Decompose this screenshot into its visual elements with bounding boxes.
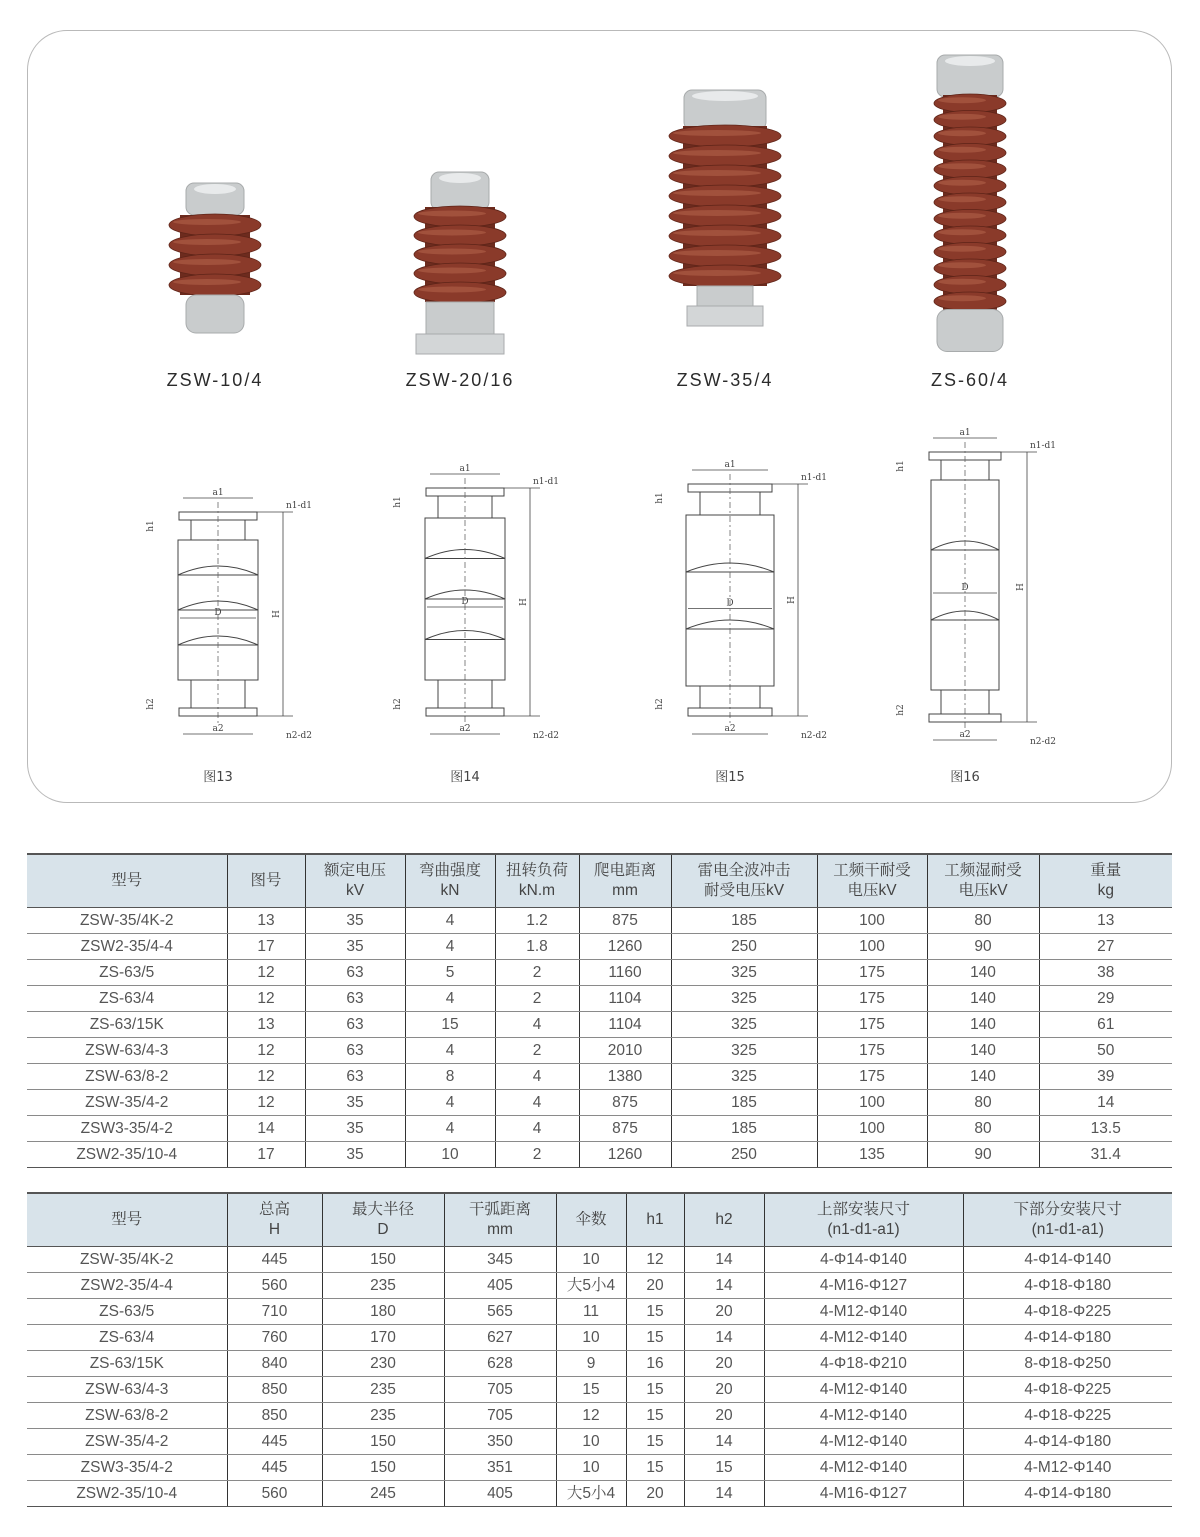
table-row [27, 908, 1172, 934]
table-cell: 29 [1039, 986, 1172, 1012]
table-cell: 12 [556, 1403, 626, 1429]
table-row [27, 1299, 1172, 1325]
table-cell: 4 [405, 1116, 495, 1142]
table-cell: 628 [444, 1351, 556, 1377]
table-cell: 135 [817, 1142, 927, 1168]
table-cell: 140 [927, 1064, 1039, 1090]
table-cell: 1260 [579, 1142, 671, 1168]
table-cell: 11 [556, 1299, 626, 1325]
table-cell: 250 [671, 1142, 817, 1168]
table-cell: 627 [444, 1325, 556, 1351]
table-cell: 63 [305, 960, 405, 986]
product-model-label: ZSW-35/4 [676, 370, 774, 390]
table-cell: 63 [305, 1012, 405, 1038]
table-cell: 4 [405, 986, 495, 1012]
table-cell: 20 [626, 1481, 684, 1507]
table-cell: 405 [444, 1481, 556, 1507]
dim-n1-d1: n1-d1 [800, 473, 828, 483]
table-cell: 5 [405, 960, 495, 986]
table-row [27, 1247, 1172, 1273]
table-cell: 12 [227, 960, 305, 986]
table-row [27, 1012, 1172, 1038]
table-cell: 15 [684, 1455, 764, 1481]
figure-caption: 图13 [203, 770, 233, 785]
table-row [27, 1273, 1172, 1299]
table-cell: 325 [671, 986, 817, 1012]
dim-H: H [1016, 583, 1026, 591]
table-cell: 61 [1039, 1012, 1172, 1038]
table-cell: 100 [817, 908, 927, 934]
table-cell: ZS-63/4 [27, 1325, 227, 1351]
table-cell: 4-M12-Φ140 [764, 1403, 963, 1429]
product-model-label: ZSW-20/16 [405, 370, 515, 390]
table-cell: 1.8 [495, 934, 579, 960]
table-cell: 12 [227, 1038, 305, 1064]
table-cell: 175 [817, 1064, 927, 1090]
dim-D: D [961, 583, 969, 593]
table-cell: ZSW3-35/4-2 [27, 1455, 227, 1481]
table-cell: 4-M12-Φ140 [963, 1455, 1172, 1481]
table-cell: 20 [684, 1299, 764, 1325]
table-cell: 15 [556, 1377, 626, 1403]
table-cell: 63 [305, 1038, 405, 1064]
table-row [27, 1116, 1172, 1142]
column-header: h2 [684, 1193, 764, 1247]
table-cell: 185 [671, 908, 817, 934]
dim-h2: h2 [896, 704, 906, 716]
table-cell: 14 [684, 1273, 764, 1299]
table-cell: 15 [626, 1403, 684, 1429]
product-model-label: ZSW-10/4 [166, 370, 264, 390]
column-header: 工频湿耐受 电压kV [927, 854, 1039, 908]
table-cell: 2 [495, 960, 579, 986]
table-cell: 15 [626, 1429, 684, 1455]
dim-D: D [214, 608, 222, 618]
table-cell: 445 [227, 1247, 322, 1273]
table-cell: 14 [227, 1116, 305, 1142]
table-cell: 445 [227, 1429, 322, 1455]
table-cell: 150 [322, 1429, 444, 1455]
table-cell: 4-Φ14-Φ140 [963, 1247, 1172, 1273]
table-cell: 80 [927, 1090, 1039, 1116]
table-cell: 850 [227, 1377, 322, 1403]
dim-a1: a1 [212, 488, 224, 498]
table-cell: 705 [444, 1377, 556, 1403]
table-cell: 325 [671, 1064, 817, 1090]
table-cell: 39 [1039, 1064, 1172, 1090]
table-cell: 150 [322, 1455, 444, 1481]
table-cell: 875 [579, 1116, 671, 1142]
table-cell: 13 [1039, 908, 1172, 934]
table-cell: 175 [817, 960, 927, 986]
table-cell: 325 [671, 960, 817, 986]
table-cell: 560 [227, 1481, 322, 1507]
table-cell: 14 [684, 1429, 764, 1455]
table-cell: 4-Φ14-Φ180 [963, 1481, 1172, 1507]
table-cell: 35 [305, 1090, 405, 1116]
table-cell: 90 [927, 934, 1039, 960]
dim-h2: h2 [393, 698, 403, 710]
table-cell: 235 [322, 1403, 444, 1429]
table-row [27, 1142, 1172, 1168]
table-cell: 9 [556, 1351, 626, 1377]
table-cell: 175 [817, 986, 927, 1012]
table-cell: 840 [227, 1351, 322, 1377]
table-cell: 4 [495, 1090, 579, 1116]
table-cell: 140 [927, 1038, 1039, 1064]
table-cell: 325 [671, 1012, 817, 1038]
table-cell: 8-Φ18-Φ250 [963, 1351, 1172, 1377]
dim-h1: h1 [896, 460, 906, 472]
dim-H: H [787, 596, 797, 604]
table-cell: 100 [817, 934, 927, 960]
table-cell: 4-M16-Φ127 [764, 1273, 963, 1299]
dim-a2: a2 [959, 730, 971, 740]
column-header: 伞数 [556, 1193, 626, 1247]
dim-h2: h2 [655, 698, 665, 710]
table-cell: 185 [671, 1116, 817, 1142]
dim-n1-d1: n1-d1 [1029, 441, 1057, 451]
table-cell: 14 [684, 1247, 764, 1273]
table-cell: 4 [405, 1090, 495, 1116]
table-cell: 15 [626, 1299, 684, 1325]
table-cell: 27 [1039, 934, 1172, 960]
table-cell: 565 [444, 1299, 556, 1325]
table-row [27, 1351, 1172, 1377]
table-cell: 4 [405, 934, 495, 960]
table-cell: 12 [626, 1247, 684, 1273]
table-cell: 35 [305, 1116, 405, 1142]
table-cell: ZS-63/5 [27, 1299, 227, 1325]
table-cell: 4 [495, 1012, 579, 1038]
table-row [27, 1429, 1172, 1455]
column-header: 下部分安装尺寸 (n1-d1-a1) [963, 1193, 1172, 1247]
table-cell: 17 [227, 1142, 305, 1168]
table-cell: 1380 [579, 1064, 671, 1090]
table-cell: 13.5 [1039, 1116, 1172, 1142]
table-cell: 875 [579, 1090, 671, 1116]
table-cell: 4-Φ14-Φ180 [963, 1429, 1172, 1455]
table-cell: 760 [227, 1325, 322, 1351]
table-cell: 140 [927, 960, 1039, 986]
table-cell: 230 [322, 1351, 444, 1377]
table-cell: 185 [671, 1090, 817, 1116]
table-cell: 560 [227, 1273, 322, 1299]
column-header: 额定电压 kV [305, 854, 405, 908]
table-cell: 12 [227, 986, 305, 1012]
table-cell: ZSW-35/4K-2 [27, 908, 227, 934]
table-cell: 150 [322, 1247, 444, 1273]
table-cell: 250 [671, 934, 817, 960]
table-cell: 80 [927, 908, 1039, 934]
table-cell: 90 [927, 1142, 1039, 1168]
column-header: 型号 [27, 854, 227, 908]
column-header: 弯曲强度 kN [405, 854, 495, 908]
table-row [27, 1455, 1172, 1481]
dim-n2-d2: n2-d2 [532, 731, 560, 741]
figure-caption: 图16 [950, 770, 980, 785]
table-cell: 13 [227, 908, 305, 934]
table-cell: 175 [817, 1012, 927, 1038]
table-cell: ZS-63/15K [27, 1012, 227, 1038]
dim-a1: a1 [724, 460, 736, 470]
table-cell: 1104 [579, 986, 671, 1012]
table-cell: 35 [305, 1142, 405, 1168]
dim-a1: a1 [959, 428, 971, 438]
table-cell: 345 [444, 1247, 556, 1273]
table-cell: 325 [671, 1038, 817, 1064]
dim-n2-d2: n2-d2 [285, 731, 313, 741]
dim-h1: h1 [393, 496, 403, 508]
figure-caption: 图14 [450, 770, 480, 785]
table-row [27, 1403, 1172, 1429]
dim-h1: h1 [655, 492, 665, 504]
dim-n1-d1: n1-d1 [532, 477, 560, 487]
table-cell: 175 [817, 1038, 927, 1064]
dim-a1: a1 [459, 464, 471, 474]
table-cell: 350 [444, 1429, 556, 1455]
table-cell: 4-Φ14-Φ180 [963, 1325, 1172, 1351]
table-cell: 20 [626, 1273, 684, 1299]
table-cell: 10 [556, 1429, 626, 1455]
table-cell: 4-M12-Φ140 [764, 1325, 963, 1351]
table-cell: ZSW2-35/4-4 [27, 1273, 227, 1299]
table-cell: 20 [684, 1377, 764, 1403]
table-cell: 35 [305, 908, 405, 934]
column-header: h1 [626, 1193, 684, 1247]
table-cell: 4-M12-Φ140 [764, 1455, 963, 1481]
table-cell: 20 [684, 1351, 764, 1377]
table-cell: 235 [322, 1377, 444, 1403]
table-cell: 10 [556, 1325, 626, 1351]
table-cell: 140 [927, 986, 1039, 1012]
table-cell: 12 [227, 1090, 305, 1116]
table-row [27, 1038, 1172, 1064]
table-cell: 10 [405, 1142, 495, 1168]
dim-H: H [519, 598, 529, 606]
table-row [27, 1325, 1172, 1351]
table-cell: ZSW-63/8-2 [27, 1403, 227, 1429]
table-cell: 4 [495, 1064, 579, 1090]
table-cell: ZSW-63/8-2 [27, 1064, 227, 1090]
table-row [27, 1481, 1172, 1507]
table-cell: 351 [444, 1455, 556, 1481]
table-cell: ZSW-63/4-3 [27, 1377, 227, 1403]
table-cell: 4-Φ18-Φ225 [963, 1299, 1172, 1325]
table-cell: ZS-63/5 [27, 960, 227, 986]
column-header: 上部安装尺寸 (n1-d1-a1) [764, 1193, 963, 1247]
table-cell: 8 [405, 1064, 495, 1090]
column-header: 型号 [27, 1193, 227, 1247]
table-cell: 4 [405, 908, 495, 934]
dimension-spec-table [27, 1192, 1172, 1507]
table-cell: ZSW-35/4K-2 [27, 1247, 227, 1273]
table-cell: 2 [495, 1142, 579, 1168]
table-cell: 235 [322, 1273, 444, 1299]
table-cell: 100 [817, 1090, 927, 1116]
table-cell: 17 [227, 934, 305, 960]
table-cell: 2010 [579, 1038, 671, 1064]
table-cell: 180 [322, 1299, 444, 1325]
dim-a2: a2 [724, 724, 736, 734]
dim-D: D [461, 597, 469, 607]
table-cell: 大5小4 [556, 1273, 626, 1299]
table-cell: ZSW-35/4-2 [27, 1090, 227, 1116]
table-cell: ZSW3-35/4-2 [27, 1116, 227, 1142]
table-cell: ZSW2-35/10-4 [27, 1481, 227, 1507]
product-model-label: ZS-60/4 [930, 370, 1010, 390]
table-cell: 100 [817, 1116, 927, 1142]
column-header: 最大半径 D [322, 1193, 444, 1247]
table-cell: 140 [927, 1012, 1039, 1038]
dim-h2: h2 [146, 698, 156, 710]
column-header: 图号 [227, 854, 305, 908]
dim-n1-d1: n1-d1 [285, 501, 313, 511]
table-cell: 13 [227, 1012, 305, 1038]
table-cell: ZSW2-35/4-4 [27, 934, 227, 960]
table-cell: 12 [227, 1064, 305, 1090]
table-cell: 1160 [579, 960, 671, 986]
table-cell: 14 [684, 1325, 764, 1351]
table-row [27, 1377, 1172, 1403]
table-cell: ZS-63/4 [27, 986, 227, 1012]
table-cell: 4 [495, 1116, 579, 1142]
table-cell: 大5小4 [556, 1481, 626, 1507]
table-cell: 31.4 [1039, 1142, 1172, 1168]
dim-n2-d2: n2-d2 [1029, 737, 1057, 747]
dim-D: D [726, 598, 734, 609]
dim-a2: a2 [459, 724, 471, 734]
table-cell: 15 [626, 1377, 684, 1403]
column-header: 工频干耐受 电压kV [817, 854, 927, 908]
table-cell: 15 [626, 1455, 684, 1481]
table-cell: 15 [405, 1012, 495, 1038]
table-cell: 4-Φ18-Φ225 [963, 1403, 1172, 1429]
table-cell: 50 [1039, 1038, 1172, 1064]
table-cell: 4-M12-Φ140 [764, 1299, 963, 1325]
table-cell: 10 [556, 1247, 626, 1273]
table-row [27, 960, 1172, 986]
table-cell: 4-M12-Φ140 [764, 1377, 963, 1403]
table-cell: 2 [495, 986, 579, 1012]
table-cell: 63 [305, 1064, 405, 1090]
table-cell: 15 [626, 1325, 684, 1351]
table-row [27, 1064, 1172, 1090]
dim-n2-d2: n2-d2 [800, 731, 828, 741]
table-cell: 245 [322, 1481, 444, 1507]
table-cell: ZSW-63/4-3 [27, 1038, 227, 1064]
table-cell: ZSW2-35/10-4 [27, 1142, 227, 1168]
electrical-spec-table [27, 853, 1172, 1168]
column-header: 雷电全波冲击 耐受电压kV [671, 854, 817, 908]
table-cell: 16 [626, 1351, 684, 1377]
column-header: 爬电距离 mm [579, 854, 671, 908]
column-header: 干弧距离 mm [444, 1193, 556, 1247]
column-header: 总高 H [227, 1193, 322, 1247]
table-cell: 4-Φ14-Φ140 [764, 1247, 963, 1273]
column-header: 重量 kg [1039, 854, 1172, 908]
table-cell: 445 [227, 1455, 322, 1481]
table-cell: 405 [444, 1273, 556, 1299]
table-cell: ZS-63/15K [27, 1351, 227, 1377]
table-cell: 170 [322, 1325, 444, 1351]
table-cell: 63 [305, 986, 405, 1012]
table-cell: 10 [556, 1455, 626, 1481]
table-cell: 2 [495, 1038, 579, 1064]
table-cell: 4 [405, 1038, 495, 1064]
table-cell: 35 [305, 934, 405, 960]
figure-caption: 图15 [715, 770, 745, 785]
dim-h1: h1 [146, 520, 156, 532]
table-cell: 4-Φ18-Φ210 [764, 1351, 963, 1377]
table-cell: 80 [927, 1116, 1039, 1142]
table-cell: 850 [227, 1403, 322, 1429]
table-cell: 14 [1039, 1090, 1172, 1116]
table-row [27, 986, 1172, 1012]
table-cell: 4-Φ18-Φ180 [963, 1273, 1172, 1299]
table-cell: 4-Φ18-Φ225 [963, 1377, 1172, 1403]
column-header: 扭转负荷 kN.m [495, 854, 579, 908]
table-cell: 4-M12-Φ140 [764, 1429, 963, 1455]
table-cell: 705 [444, 1403, 556, 1429]
table-cell: 20 [684, 1403, 764, 1429]
table-cell: 1.2 [495, 908, 579, 934]
table-cell: 1260 [579, 934, 671, 960]
table-cell: 875 [579, 908, 671, 934]
table-cell: 14 [684, 1481, 764, 1507]
table-cell: 710 [227, 1299, 322, 1325]
dim-H: H [272, 610, 282, 618]
table-row [27, 934, 1172, 960]
table-cell: 38 [1039, 960, 1172, 986]
table-cell: 4-M16-Φ127 [764, 1481, 963, 1507]
table-cell: 1104 [579, 1012, 671, 1038]
table-cell: ZSW-35/4-2 [27, 1429, 227, 1455]
dim-a2: a2 [212, 724, 224, 734]
table-row [27, 1090, 1172, 1116]
